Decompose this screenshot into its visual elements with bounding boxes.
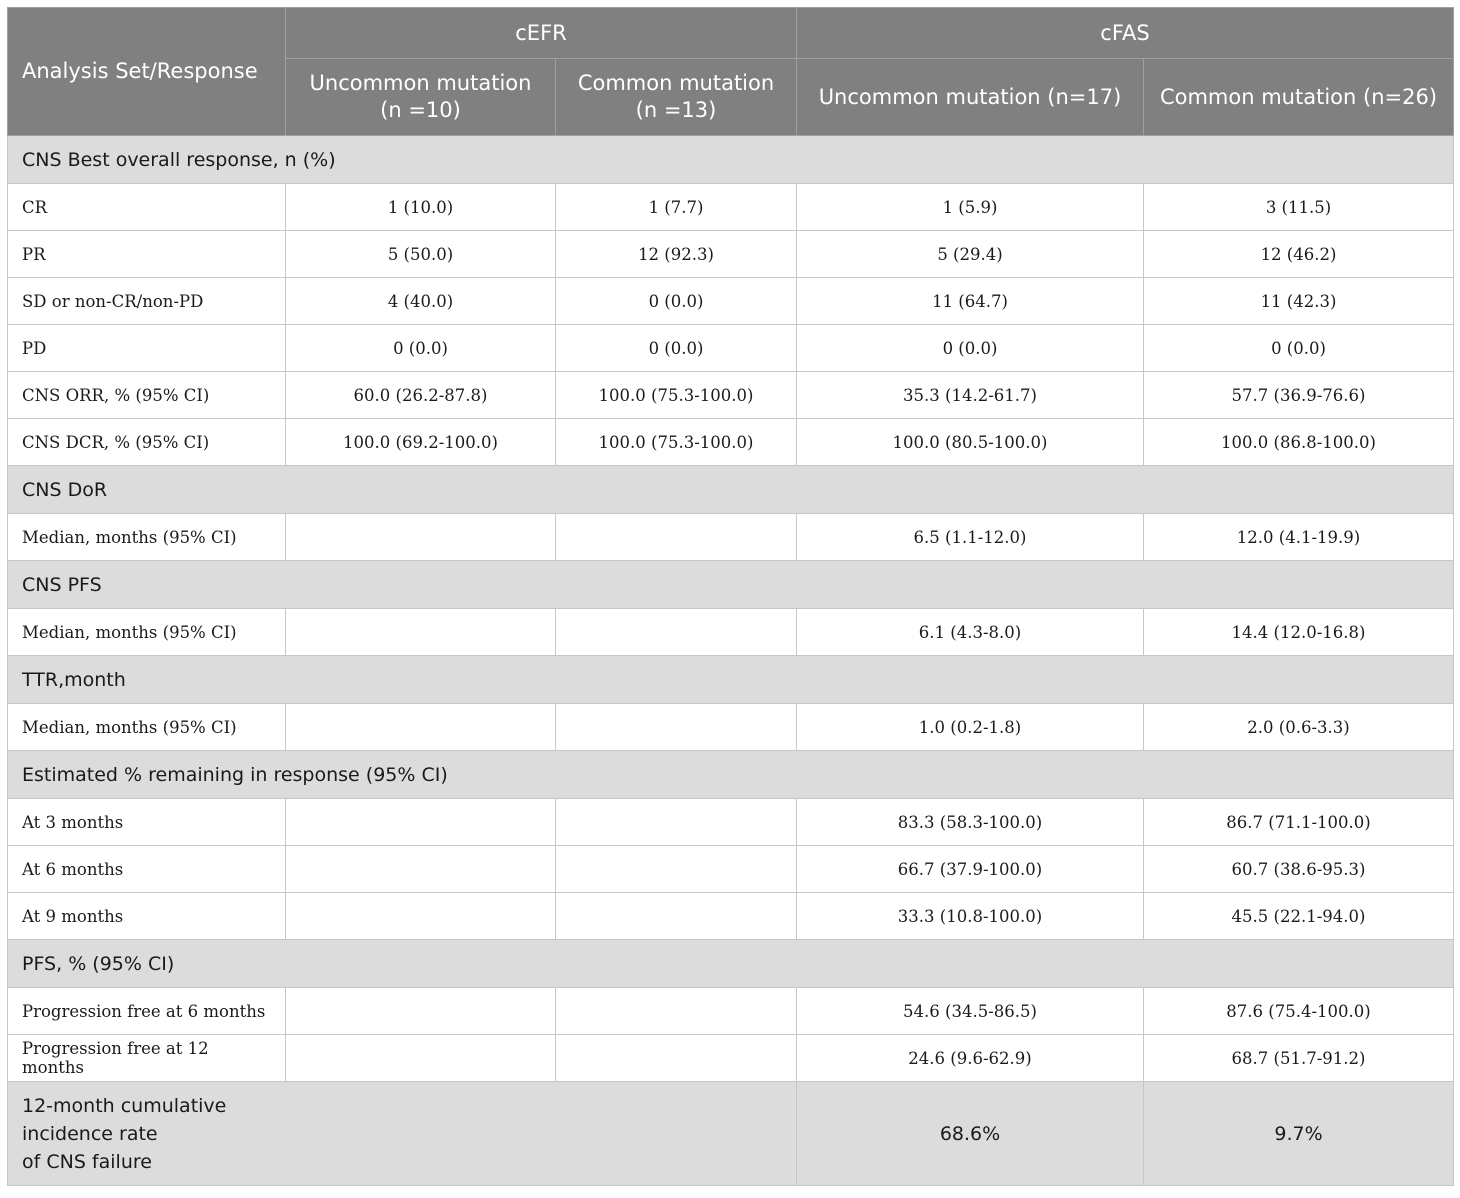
table-row: [8, 609, 1454, 656]
table-cell: [286, 704, 556, 751]
table-row: [8, 514, 1454, 561]
table-cell: 14.4 (12.0-16.8): [1144, 609, 1454, 656]
table-cell: 6.5 (1.1-12.0): [797, 514, 1144, 561]
table-row: [8, 846, 1454, 893]
table-cell: 87.6 (75.4-100.0): [1144, 988, 1454, 1035]
table-cell: 12 (46.2): [1144, 231, 1454, 278]
table-row: [8, 325, 1454, 372]
table-cell: [556, 1035, 797, 1082]
table-cell: 60.7 (38.6-95.3): [1144, 846, 1454, 893]
table-cell: [286, 1035, 556, 1082]
table-cell: 100.0 (69.2-100.0): [286, 419, 556, 466]
row-label: SD or non-CR/non-PD: [8, 278, 286, 325]
table-row: [8, 419, 1454, 466]
section-cns-dor: CNS DoR: [8, 466, 1454, 514]
table-cell: 0 (0.0): [1144, 325, 1454, 372]
table-cell: 1 (5.9): [797, 184, 1144, 231]
cfas-common-failure-rate: 9.7%: [1144, 1082, 1454, 1186]
table-cell: 0 (0.0): [556, 325, 797, 372]
table-cell: 45.5 (22.1-94.0): [1144, 893, 1454, 940]
row-label: Median, months (95% CI): [8, 514, 286, 561]
table-cell: [286, 988, 556, 1035]
table-cell: [556, 704, 797, 751]
table-row: [8, 231, 1454, 278]
table-cell: [286, 893, 556, 940]
table-cell: 4 (40.0): [286, 278, 556, 325]
table-cell: [556, 893, 797, 940]
table-cell: [556, 609, 797, 656]
row-label: Progression free at 12 months: [8, 1035, 286, 1082]
table-cell: [556, 799, 797, 846]
row-label: PR: [8, 231, 286, 278]
table-cell: 83.3 (58.3-100.0): [797, 799, 1144, 846]
table-cell: 5 (29.4): [797, 231, 1144, 278]
table-cell: 54.6 (34.5-86.5): [797, 988, 1144, 1035]
table-cell: [286, 514, 556, 561]
section-ttr: TTR,month: [8, 656, 1454, 704]
table-cell: 11 (42.3): [1144, 278, 1454, 325]
table-cell: 35.3 (14.2-61.7): [797, 372, 1144, 419]
table-cell: 100.0 (80.5-100.0): [797, 419, 1144, 466]
table-cell: 2.0 (0.6-3.3): [1144, 704, 1454, 751]
row-label-header: Analysis Set/Response: [8, 8, 286, 136]
table-cell: [286, 799, 556, 846]
row-label: CR: [8, 184, 286, 231]
table-row: [8, 893, 1454, 940]
section-best-overall-response: CNS Best overall response, n (%): [8, 136, 1454, 184]
cfas-uncommon-header: Uncommon mutation (n=17): [797, 59, 1144, 136]
cns-failure-row: [8, 1082, 1454, 1186]
table-row: [8, 704, 1454, 751]
table-cell: 0 (0.0): [286, 325, 556, 372]
table-cell: 0 (0.0): [556, 278, 797, 325]
label-line: 12-month cumulative: [22, 1094, 227, 1117]
results-table-container: [7, 7, 1453, 1186]
cns-failure-label: [8, 1082, 797, 1186]
row-label: CNS DCR, % (95% CI): [8, 419, 286, 466]
cfas-uncommon-failure-rate: 68.6%: [797, 1082, 1144, 1186]
section-pfs-percent: PFS, % (95% CI): [8, 940, 1454, 988]
cefr-common-header: Common mutation (n =13): [556, 59, 797, 136]
section-cns-pfs: CNS PFS: [8, 561, 1454, 609]
table-cell: [286, 609, 556, 656]
table-cell: 0 (0.0): [797, 325, 1144, 372]
row-label: At 3 months: [8, 799, 286, 846]
table-cell: 1 (10.0): [286, 184, 556, 231]
table-cell: 86.7 (71.1-100.0): [1144, 799, 1454, 846]
table-cell: 100.0 (75.3-100.0): [556, 372, 797, 419]
table-cell: 66.7 (37.9-100.0): [797, 846, 1144, 893]
table-cell: 60.0 (26.2-87.8): [286, 372, 556, 419]
row-label: CNS ORR, % (95% CI): [8, 372, 286, 419]
label-line: of CNS failure: [22, 1150, 152, 1173]
table-row: [8, 1035, 1454, 1082]
table-row: [8, 278, 1454, 325]
cefr-uncommon-header: Uncommon mutation (n =10): [286, 59, 556, 136]
row-label: Progression free at 6 months: [8, 988, 286, 1035]
label-line: incidence rate: [22, 1122, 158, 1145]
table-row: [8, 372, 1454, 419]
table-cell: 12 (92.3): [556, 231, 797, 278]
table-row: [8, 799, 1454, 846]
table-cell: 33.3 (10.8-100.0): [797, 893, 1144, 940]
table-row: [8, 988, 1454, 1035]
table-cell: 1 (7.7): [556, 184, 797, 231]
table-cell: 11 (64.7): [797, 278, 1144, 325]
table-cell: 57.7 (36.9-76.6): [1144, 372, 1454, 419]
table-cell: [556, 988, 797, 1035]
row-label: At 6 months: [8, 846, 286, 893]
table-cell: 68.7 (51.7-91.2): [1144, 1035, 1454, 1082]
cfas-common-header: Common mutation (n=26): [1144, 59, 1454, 136]
results-table: [7, 7, 1454, 1186]
table-cell: 1.0 (0.2-1.8): [797, 704, 1144, 751]
cfas-group-header: cFAS: [797, 8, 1454, 59]
table-cell: 100.0 (86.8-100.0): [1144, 419, 1454, 466]
row-label: Median, months (95% CI): [8, 704, 286, 751]
table-cell: [556, 514, 797, 561]
table-cell: [556, 846, 797, 893]
row-label: PD: [8, 325, 286, 372]
table-cell: 5 (50.0): [286, 231, 556, 278]
table-cell: 12.0 (4.1-19.9): [1144, 514, 1454, 561]
section-remaining-in-response: Estimated % remaining in response (95% CI): [8, 751, 1454, 799]
table-row: [8, 184, 1454, 231]
table-cell: 100.0 (75.3-100.0): [556, 419, 797, 466]
row-label: At 9 months: [8, 893, 286, 940]
table-cell: [286, 846, 556, 893]
row-label: Median, months (95% CI): [8, 609, 286, 656]
table-cell: 24.6 (9.6-62.9): [797, 1035, 1144, 1082]
cefr-group-header: cEFR: [286, 8, 797, 59]
table-cell: 3 (11.5): [1144, 184, 1454, 231]
table-cell: 6.1 (4.3-8.0): [797, 609, 1144, 656]
